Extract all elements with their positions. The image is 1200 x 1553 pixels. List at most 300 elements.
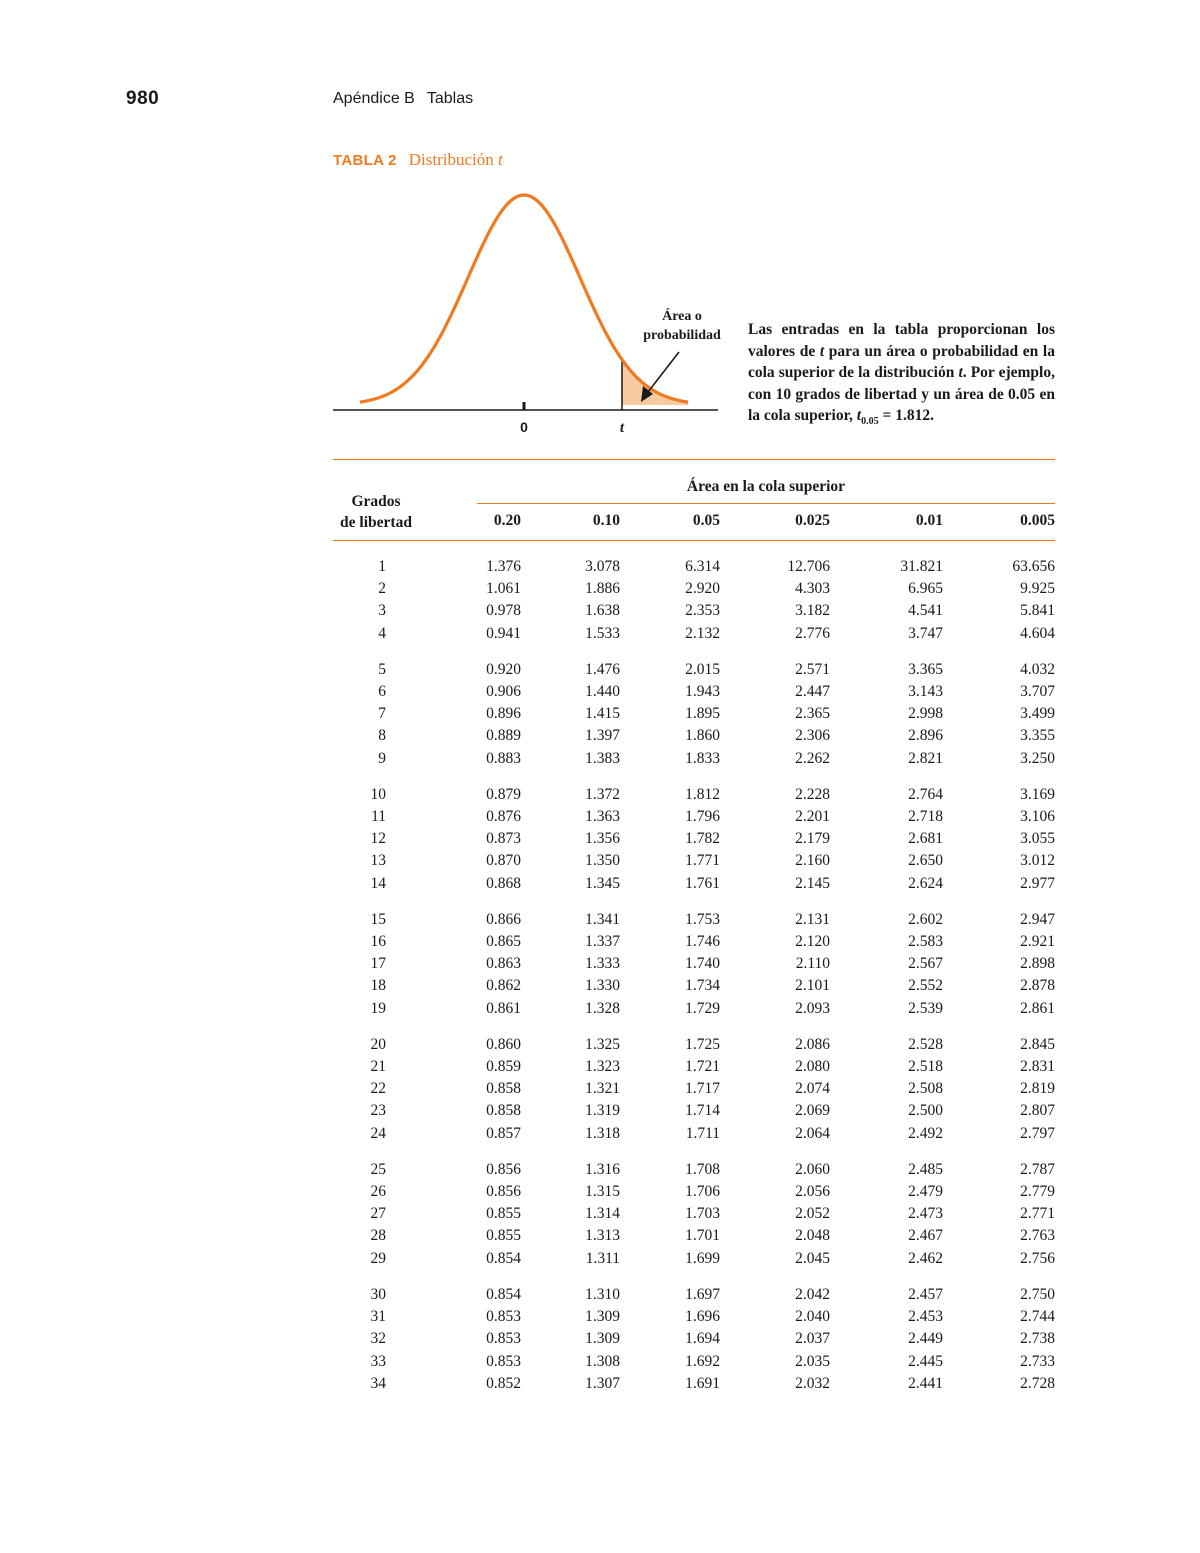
value-cell: 2.779 <box>1020 1183 1055 1201</box>
table-title-text: Distribución <box>408 150 494 169</box>
table-row <box>333 806 1055 828</box>
value-cell: 3.169 <box>1020 785 1055 803</box>
value-cell: 4.604 <box>1020 624 1055 642</box>
df-header-line1: Grados <box>351 493 401 510</box>
value-cell: 2.567 <box>908 955 943 973</box>
value-cell: 1.761 <box>685 874 720 892</box>
value-cell: 1.771 <box>685 852 720 870</box>
value-cell: 2.733 <box>1020 1352 1055 1370</box>
df-cell: 30 <box>370 1285 386 1303</box>
value-cell: 3.250 <box>1020 749 1055 767</box>
value-cell: 2.861 <box>1020 999 1055 1017</box>
value-cell: 3.078 <box>585 558 620 575</box>
table-row <box>333 556 1055 578</box>
value-cell: 2.040 <box>795 1308 830 1326</box>
value-cell: 2.132 <box>685 624 720 642</box>
value-cell: 2.738 <box>1020 1330 1055 1348</box>
value-cell: 0.879 <box>486 785 521 803</box>
value-cell: 1.714 <box>685 1102 720 1120</box>
value-cell: 2.074 <box>795 1080 830 1098</box>
value-cell: 2.718 <box>908 808 943 826</box>
running-header-appendix: Apéndice B <box>333 90 415 107</box>
table-title <box>333 150 503 170</box>
value-cell: 2.045 <box>795 1249 830 1267</box>
value-cell: 2.467 <box>908 1227 943 1245</box>
value-cell: 2.048 <box>795 1227 830 1245</box>
table-description <box>748 319 1055 433</box>
df-cell: 29 <box>370 1249 386 1267</box>
df-cell: 28 <box>370 1227 386 1245</box>
value-cell: 1.706 <box>685 1183 720 1201</box>
df-header <box>333 491 419 533</box>
df-cell: 32 <box>370 1330 386 1348</box>
value-cell: 1.313 <box>585 1227 620 1245</box>
table-row <box>333 1100 1055 1122</box>
value-cell: 1.886 <box>585 580 620 598</box>
value-cell: 2.064 <box>795 1124 830 1142</box>
table-row <box>333 1056 1055 1078</box>
table-row <box>333 895 1055 931</box>
df-cell: 17 <box>370 955 386 973</box>
value-cell: 0.896 <box>486 705 521 723</box>
value-cell: 2.228 <box>795 785 830 803</box>
table-row <box>333 1328 1055 1350</box>
value-cell: 2.821 <box>908 749 943 767</box>
df-cell: 8 <box>378 727 386 745</box>
column-header: 0.10 <box>592 512 620 529</box>
value-cell: 1.703 <box>685 1205 720 1223</box>
value-cell: 0.854 <box>486 1249 521 1267</box>
value-cell: 0.866 <box>486 910 521 928</box>
value-cell: 1.314 <box>585 1205 620 1223</box>
value-cell: 0.859 <box>486 1058 521 1076</box>
df-cell: 19 <box>370 999 386 1017</box>
value-cell: 0.941 <box>486 624 521 642</box>
table-row <box>333 1351 1055 1373</box>
value-cell: 2.921 <box>1020 933 1055 951</box>
value-cell: 1.860 <box>685 727 720 745</box>
value-cell: 2.650 <box>908 852 943 870</box>
value-cell: 2.845 <box>1020 1035 1055 1053</box>
value-cell: 0.858 <box>486 1080 521 1098</box>
value-cell: 2.365 <box>795 705 830 723</box>
value-cell: 3.143 <box>908 683 943 701</box>
value-cell: 1.337 <box>585 933 620 951</box>
value-cell: 0.853 <box>486 1308 521 1326</box>
value-cell: 1.318 <box>585 1124 620 1142</box>
value-cell: 1.729 <box>685 999 720 1017</box>
value-cell: 2.262 <box>795 749 830 767</box>
value-cell: 0.853 <box>486 1330 521 1348</box>
value-cell: 3.707 <box>1020 683 1055 701</box>
value-cell: 1.383 <box>585 749 620 767</box>
table-row <box>333 873 1055 895</box>
value-cell: 2.201 <box>795 808 830 826</box>
value-cell: 2.457 <box>908 1285 943 1303</box>
table-row <box>333 1306 1055 1328</box>
df-cell: 13 <box>370 852 386 870</box>
value-cell: 2.015 <box>685 660 720 678</box>
value-cell: 2.539 <box>908 999 943 1017</box>
value-cell: 1.309 <box>585 1308 620 1326</box>
value-cell: 1.833 <box>685 749 720 767</box>
table-row <box>333 623 1055 645</box>
value-cell: 1.701 <box>685 1227 720 1245</box>
table-title-label: TABLA 2 <box>333 152 397 169</box>
value-cell: 2.508 <box>908 1080 943 1098</box>
value-cell: 1.330 <box>585 977 620 995</box>
value-cell: 0.853 <box>486 1352 521 1370</box>
value-cell: 2.086 <box>795 1035 830 1053</box>
value-cell: 0.854 <box>486 1285 521 1303</box>
value-cell: 5.841 <box>1020 602 1055 620</box>
value-cell: 1.782 <box>685 830 720 848</box>
value-cell: 2.131 <box>795 910 830 928</box>
description-text-3: . Por ejemplo, con 10 grados de libertad y un área de 0.05 en la cola superior, <box>748 364 1055 424</box>
value-cell: 1.323 <box>585 1058 620 1076</box>
value-cell: 1.812 <box>685 785 720 803</box>
axis-label-t: t <box>619 420 625 436</box>
value-cell: 2.042 <box>795 1285 830 1303</box>
value-cell: 3.355 <box>1020 727 1055 745</box>
value-cell: 2.571 <box>795 660 830 678</box>
area-label-line2: probabilidad <box>643 328 721 343</box>
value-cell: 2.681 <box>908 830 943 848</box>
table-row <box>333 850 1055 872</box>
value-cell: 1.307 <box>585 1374 620 1392</box>
value-cell: 4.303 <box>795 580 830 598</box>
df-cell: 15 <box>370 910 386 928</box>
value-cell: 1.356 <box>585 830 620 848</box>
value-cell: 1.333 <box>585 955 620 973</box>
value-cell: 1.321 <box>585 1080 620 1098</box>
value-cell: 0.889 <box>486 727 521 745</box>
value-cell: 2.037 <box>795 1330 830 1348</box>
value-cell: 0.906 <box>486 683 521 701</box>
table-row <box>333 703 1055 725</box>
df-cell: 1 <box>378 558 386 575</box>
table-row <box>333 770 1055 806</box>
value-cell: 0.858 <box>486 1102 521 1120</box>
value-cell: 1.725 <box>685 1035 720 1053</box>
df-cell: 25 <box>370 1160 386 1178</box>
value-cell: 1.699 <box>685 1249 720 1267</box>
table-row <box>333 645 1055 681</box>
value-cell: 1.638 <box>585 602 620 620</box>
value-cell: 2.492 <box>908 1124 943 1142</box>
value-cell: 1.746 <box>685 933 720 951</box>
value-cell: 2.120 <box>795 933 830 951</box>
value-cell: 1.476 <box>585 660 620 678</box>
table-row <box>333 600 1055 622</box>
value-cell: 1.708 <box>685 1160 720 1178</box>
value-cell: 2.306 <box>795 727 830 745</box>
df-cell: 3 <box>378 602 386 620</box>
value-cell: 1.943 <box>685 683 720 701</box>
value-cell: 1.316 <box>585 1160 620 1178</box>
value-cell: 1.740 <box>685 955 720 973</box>
value-cell: 2.807 <box>1020 1102 1055 1120</box>
df-cell: 16 <box>370 933 386 951</box>
value-cell: 63.656 <box>1012 558 1055 575</box>
table-row <box>333 953 1055 975</box>
value-cell: 2.052 <box>795 1205 830 1223</box>
value-cell: 2.977 <box>1020 874 1055 892</box>
value-cell: 2.179 <box>795 830 830 848</box>
df-cell: 23 <box>370 1102 386 1120</box>
value-cell: 2.878 <box>1020 977 1055 995</box>
value-cell: 0.863 <box>486 955 521 973</box>
table-row <box>333 975 1055 997</box>
value-cell: 1.533 <box>585 624 620 642</box>
table-title-symbol: t <box>498 150 503 169</box>
value-cell: 2.896 <box>908 727 943 745</box>
value-cell: 2.500 <box>908 1102 943 1120</box>
df-cell: 33 <box>370 1352 386 1370</box>
value-cell: 2.624 <box>908 874 943 892</box>
column-header: 0.05 <box>692 512 720 529</box>
df-cell: 7 <box>378 705 386 723</box>
area-header-rule <box>477 503 1055 504</box>
t-distribution-figure <box>330 180 730 440</box>
value-cell: 2.093 <box>795 999 830 1017</box>
table-row <box>333 1181 1055 1203</box>
value-cell: 6.314 <box>685 558 720 575</box>
value-cell: 2.518 <box>908 1058 943 1076</box>
value-cell: 2.479 <box>908 1183 943 1201</box>
value-cell: 0.873 <box>486 830 521 848</box>
value-cell: 2.441 <box>908 1374 943 1392</box>
value-cell: 1.796 <box>685 808 720 826</box>
description-text-2: para un área o probabilidad en la cola superior de la distribución <box>748 342 1055 381</box>
value-cell: 2.776 <box>795 624 830 642</box>
table-row <box>333 1203 1055 1225</box>
top-rule <box>333 459 1055 460</box>
value-cell: 1.325 <box>585 1035 620 1053</box>
axis-label-zero: 0 <box>520 419 528 435</box>
value-cell: 2.787 <box>1020 1160 1055 1178</box>
value-cell: 1.376 <box>486 558 521 575</box>
value-cell: 2.797 <box>1020 1124 1055 1142</box>
area-label-line1: Área o <box>662 309 702 324</box>
value-cell: 0.978 <box>486 602 521 620</box>
value-cell: 1.363 <box>585 808 620 826</box>
value-cell: 2.728 <box>1020 1374 1055 1392</box>
df-cell: 2 <box>378 580 386 598</box>
value-cell: 2.447 <box>795 683 830 701</box>
df-cell: 12 <box>370 830 386 848</box>
value-cell: 2.831 <box>1020 1058 1055 1076</box>
area-header: Área en la cola superior <box>686 478 846 495</box>
value-cell: 0.870 <box>486 852 521 870</box>
description-t-3: t <box>856 407 862 424</box>
df-cell: 22 <box>370 1080 386 1098</box>
running-header-section: Tablas <box>426 90 474 107</box>
value-cell: 1.328 <box>585 999 620 1017</box>
arrow-line <box>648 352 679 392</box>
table-row <box>333 1145 1055 1181</box>
value-cell: 0.862 <box>486 977 521 995</box>
value-cell: 9.925 <box>1020 580 1055 598</box>
value-cell: 2.035 <box>795 1352 830 1370</box>
value-cell: 2.473 <box>908 1205 943 1223</box>
table-row <box>333 578 1055 600</box>
value-cell: 2.056 <box>795 1183 830 1201</box>
value-cell: 3.012 <box>1020 852 1055 870</box>
value-cell: 1.345 <box>585 874 620 892</box>
value-cell: 2.744 <box>1020 1308 1055 1326</box>
running-header <box>333 90 473 108</box>
value-cell: 0.883 <box>486 749 521 767</box>
table-row <box>333 1225 1055 1247</box>
table-row <box>333 1373 1055 1395</box>
value-cell: 2.771 <box>1020 1205 1055 1223</box>
value-cell: 3.055 <box>1020 830 1055 848</box>
df-cell: 27 <box>370 1205 386 1223</box>
df-cell: 24 <box>370 1124 386 1142</box>
value-cell: 1.397 <box>585 727 620 745</box>
value-cell: 1.310 <box>585 1285 620 1303</box>
table-row <box>333 1078 1055 1100</box>
header-bottom-rule <box>333 540 1055 541</box>
value-cell: 0.856 <box>486 1183 521 1201</box>
value-cell: 3.499 <box>1020 705 1055 723</box>
value-cell: 2.750 <box>1020 1285 1055 1303</box>
df-cell: 34 <box>370 1374 386 1392</box>
value-cell: 1.691 <box>685 1374 720 1392</box>
table-row <box>333 931 1055 953</box>
value-cell: 1.440 <box>585 683 620 701</box>
value-cell: 1.319 <box>585 1102 620 1120</box>
description-t-1: t <box>819 342 825 360</box>
value-cell: 2.898 <box>1020 955 1055 973</box>
value-cell: 2.462 <box>908 1249 943 1267</box>
value-cell: 0.876 <box>486 808 521 826</box>
value-cell: 0.861 <box>486 999 521 1017</box>
value-cell: 2.528 <box>908 1035 943 1053</box>
column-header: 0.01 <box>915 512 943 529</box>
value-cell: 2.110 <box>795 955 830 973</box>
value-cell: 2.756 <box>1020 1249 1055 1267</box>
value-cell: 2.160 <box>795 852 830 870</box>
value-cell: 2.485 <box>908 1160 943 1178</box>
value-cell: 2.101 <box>795 977 830 995</box>
df-cell: 26 <box>370 1183 386 1201</box>
column-header: 0.025 <box>795 512 830 529</box>
df-cell: 9 <box>378 749 386 767</box>
df-cell: 21 <box>370 1058 386 1076</box>
df-cell: 4 <box>378 624 386 642</box>
table-row <box>333 748 1055 770</box>
value-cell: 1.895 <box>685 705 720 723</box>
value-cell: 3.747 <box>908 624 943 642</box>
value-cell: 4.541 <box>908 602 943 620</box>
value-cell: 2.453 <box>908 1308 943 1326</box>
value-cell: 1.694 <box>685 1330 720 1348</box>
value-cell: 2.764 <box>908 785 943 803</box>
value-cell: 2.998 <box>908 705 943 723</box>
value-cell: 2.145 <box>795 874 830 892</box>
value-cell: 2.353 <box>685 602 720 620</box>
value-cell: 3.365 <box>908 660 943 678</box>
df-cell: 14 <box>370 874 386 892</box>
table-row <box>333 1270 1055 1306</box>
value-cell: 0.860 <box>486 1035 521 1053</box>
value-cell: 1.697 <box>685 1285 720 1303</box>
page-number: 980 <box>126 88 160 109</box>
value-cell: 2.819 <box>1020 1080 1055 1098</box>
value-cell: 12.706 <box>787 558 830 575</box>
value-cell: 3.182 <box>795 602 830 620</box>
value-cell: 2.449 <box>908 1330 943 1348</box>
value-cell: 2.069 <box>795 1102 830 1120</box>
value-cell: 2.445 <box>908 1352 943 1370</box>
value-cell: 0.856 <box>486 1160 521 1178</box>
table-row <box>333 1020 1055 1056</box>
table-row <box>333 828 1055 850</box>
value-cell: 1.315 <box>585 1183 620 1201</box>
t-table <box>333 556 1055 1395</box>
table-row <box>333 681 1055 703</box>
df-cell: 11 <box>371 808 386 826</box>
value-cell: 1.372 <box>585 785 620 803</box>
value-cell: 1.415 <box>585 705 620 723</box>
value-cell: 4.032 <box>1020 660 1055 678</box>
value-cell: 1.311 <box>585 1249 620 1267</box>
df-cell: 20 <box>370 1035 386 1053</box>
value-cell: 1.341 <box>585 910 620 928</box>
value-cell: 2.947 <box>1020 910 1055 928</box>
df-cell: 10 <box>370 785 386 803</box>
description-text-4: = 1.812. <box>878 407 934 424</box>
value-cell: 0.852 <box>486 1374 521 1392</box>
value-cell: 2.032 <box>795 1374 830 1392</box>
description-t-2: t <box>958 364 963 381</box>
table-row <box>333 1123 1055 1145</box>
value-cell: 2.920 <box>685 580 720 598</box>
bell-curve <box>360 195 688 402</box>
description-subscript: 0.05 <box>861 416 879 428</box>
df-cell: 5 <box>378 660 386 678</box>
value-cell: 1.711 <box>685 1124 720 1142</box>
table-row <box>333 998 1055 1020</box>
value-cell: 0.865 <box>486 933 521 951</box>
value-cell: 1.309 <box>585 1330 620 1348</box>
value-cell: 6.965 <box>908 580 943 598</box>
value-cell: 2.080 <box>795 1058 830 1076</box>
value-cell: 1.696 <box>685 1308 720 1326</box>
value-cell: 2.552 <box>908 977 943 995</box>
value-cell: 0.855 <box>486 1227 521 1245</box>
df-cell: 31 <box>370 1308 386 1326</box>
df-cell: 18 <box>370 977 386 995</box>
table-row <box>333 1248 1055 1270</box>
column-header: 0.005 <box>1020 512 1055 529</box>
value-cell: 2.060 <box>795 1160 830 1178</box>
value-cell: 1.061 <box>486 580 521 598</box>
column-header: 0.20 <box>493 512 521 529</box>
value-cell: 0.855 <box>486 1205 521 1223</box>
description-text-1: Las entradas en la tabla proporcionan los valores de <box>748 321 1055 360</box>
value-cell: 1.717 <box>685 1080 720 1098</box>
value-cell: 2.583 <box>908 933 943 951</box>
value-cell: 0.857 <box>486 1124 521 1142</box>
value-cell: 1.350 <box>585 852 620 870</box>
value-cell: 1.753 <box>685 910 720 928</box>
value-cell: 2.602 <box>908 910 943 928</box>
table-row <box>333 725 1055 747</box>
value-cell: 2.763 <box>1020 1227 1055 1245</box>
